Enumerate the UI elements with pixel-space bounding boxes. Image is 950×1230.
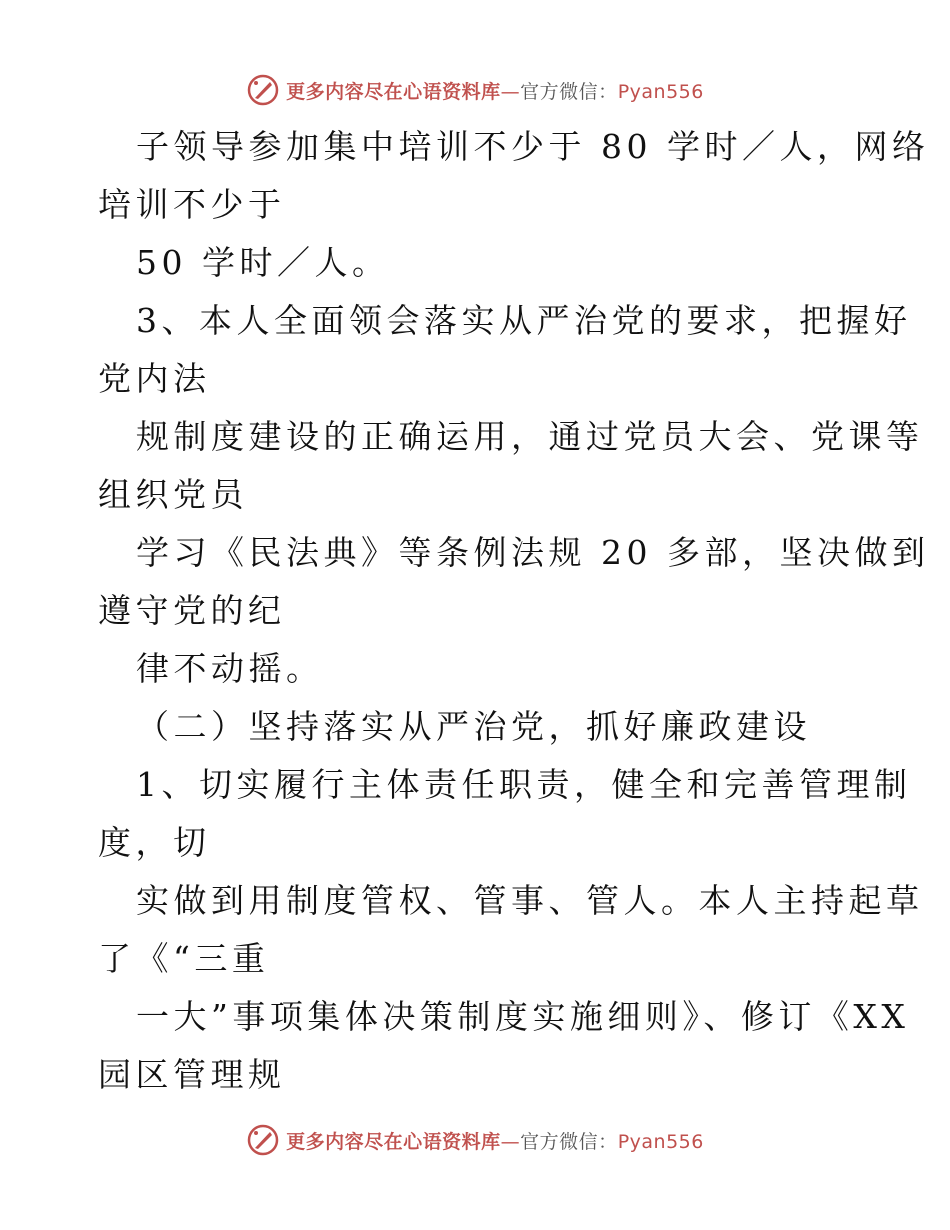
text-line: 1、切实履行主体责任职责，健全和完善管理制 — [136, 765, 912, 804]
text-line: 组织党员 — [98, 475, 248, 514]
text-line: 实做到用制度管权、管事、管人。本人主持起草 — [136, 881, 924, 920]
text-line: 度，切 — [98, 823, 211, 862]
text-line: 规制度建设的正确运用，通过党员大会、党课等 — [136, 417, 924, 456]
document-body — [98, 118, 930, 1104]
footer-watermark — [0, 1120, 950, 1160]
text-line: 50 学时／人。 — [136, 243, 390, 282]
text-line: 培训不少于 — [98, 185, 286, 224]
watermark-text — [286, 77, 704, 104]
text-line: （二）坚持落实从严治党，抓好廉政建设 — [136, 707, 811, 746]
text-line: 了《“三重 — [98, 939, 270, 978]
watermark-site-text: 更多内容尽在心语资料库 — [286, 1130, 501, 1153]
text-line: 一大”事项集体决策制度实施细则》、修订《XX — [136, 997, 910, 1036]
text-line: 子领导参加集中培训不少于 80 学时／人，网络 — [136, 127, 930, 166]
watermark-site-text: 更多内容尽在心语资料库 — [286, 80, 501, 103]
text-line: 律不动摇。 — [136, 649, 324, 688]
watermark-wechat-id: Pyan556 — [617, 80, 704, 103]
watermark-separator: — — [500, 80, 521, 103]
watermark-wechat-label: 官方微信： — [520, 1130, 618, 1153]
feather-pen-logo-icon — [246, 73, 280, 107]
watermark-separator: — — [500, 1130, 521, 1153]
text-line: 党内法 — [98, 359, 211, 398]
watermark-wechat-label: 官方微信： — [520, 80, 618, 103]
feather-pen-logo-icon — [246, 1123, 280, 1157]
header-watermark — [0, 70, 950, 110]
text-line: 园区管理规 — [98, 1055, 286, 1094]
text-line: 3、本人全面领会落实从严治党的要求，把握好 — [136, 301, 912, 340]
watermark-text — [286, 1127, 704, 1154]
text-line: 学习《民法典》等条例法规 20 多部，坚决做到 — [136, 533, 930, 572]
text-line: 遵守党的纪 — [98, 591, 286, 630]
watermark-wechat-id: Pyan556 — [617, 1130, 704, 1153]
